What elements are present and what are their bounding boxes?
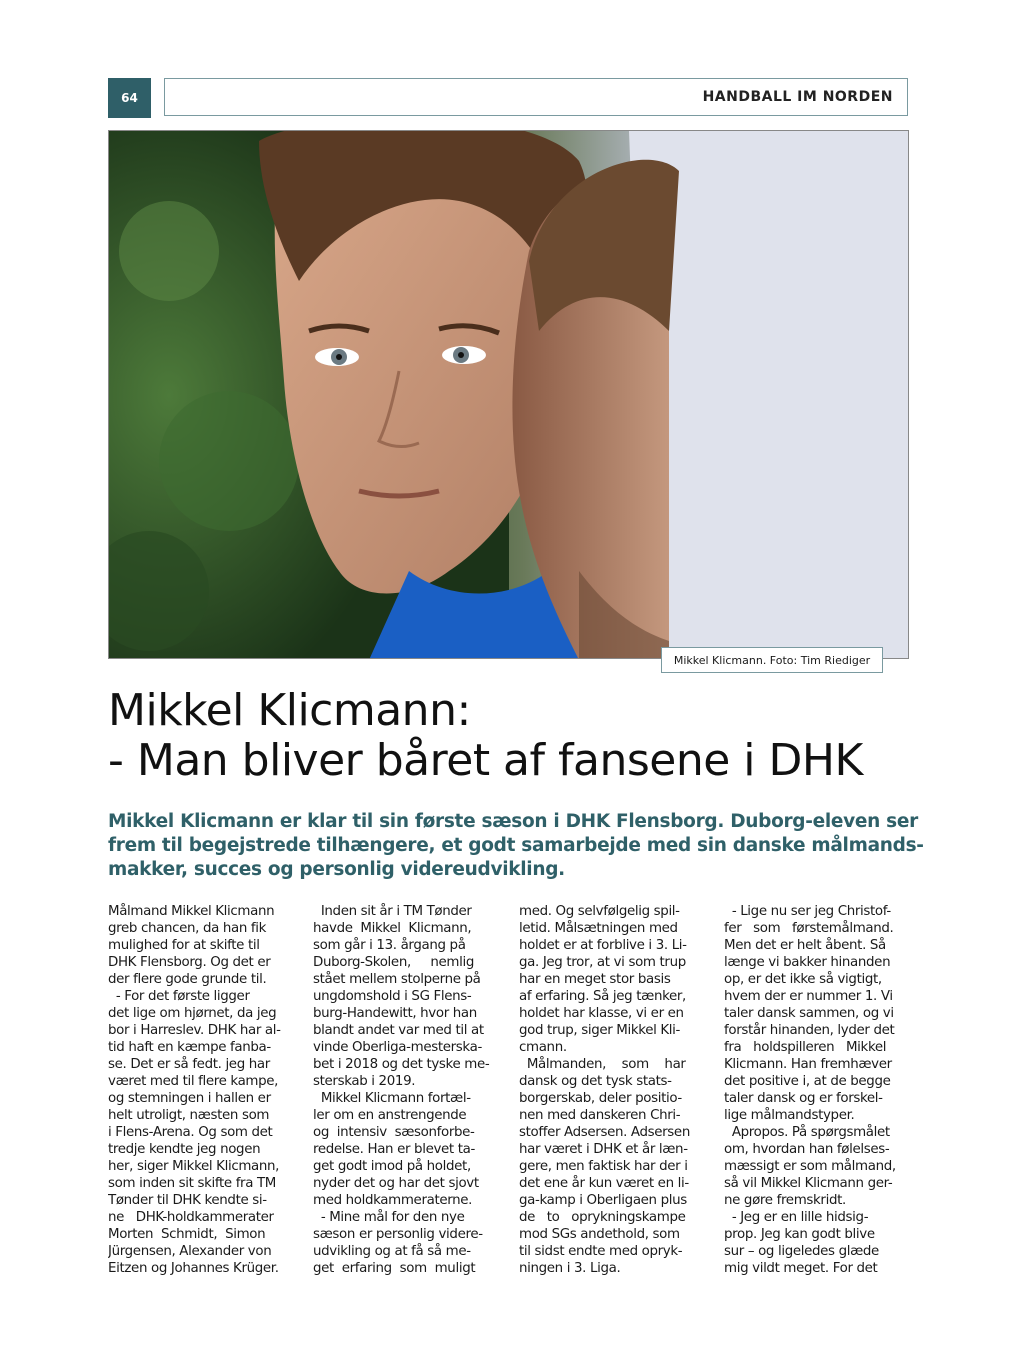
body-text-line: gere, men faktisk har der i [519,1159,688,1174]
body-text-line: Men det er helt åbent. Så [724,938,886,953]
body-text-line: ler om en anstrengende [313,1108,467,1123]
body-text-line: mulighed for at skifte til [108,938,260,953]
body-text-line: ungdomshold i SG Flens- [313,989,472,1004]
body-text-line: mig vildt meget. For det [724,1261,878,1276]
body-text-line: til sidst endte med opryk- [519,1244,683,1259]
body-text-line: taler dansk og er forskel- [724,1091,883,1106]
body-text-line: af erfaring. Så jeg tænker, [519,989,686,1004]
body-text-line: get erfaring som muligt [313,1261,476,1276]
body-text-line: hvem der er nummer 1. Vi [724,989,893,1004]
page-number [108,78,151,118]
body-text-line: Apropos. På spørgsmålet [724,1125,890,1140]
lead-line: makker, succes og personlig videreudvikling. [108,859,565,880]
body-text-line: bor i Harreslev. DHK har al- [108,1023,281,1038]
body-text-line: - Mine mål for den nye [313,1210,465,1225]
body-text-line: get godt imod på holdet, [313,1159,471,1174]
body-text-line: der flere gode grunde til. [108,972,267,987]
body-text-line: ne DHK-holdkammerater [108,1210,274,1225]
body-text-line: ningen i 3. Liga. [519,1261,621,1276]
body-text-line: ga-kamp i Oberligaen plus [519,1193,687,1208]
body-text-line: længe vi bakker hinanden [724,955,891,970]
body-text-line: god trup, siger Mikkel Kli- [519,1023,681,1038]
body-text-line: vinde Oberliga-mesterska- [313,1040,482,1055]
article-lead [108,810,924,882]
body-text-line: Inden sit år i TM Tønder [313,904,472,919]
body-text-line: prop. Jeg kan godt blive [724,1227,875,1242]
body-text-line: havde Mikkel Klicmann, [313,921,472,936]
body-text-line: Tønder til DHK kendte si- [108,1193,267,1208]
photo-caption [661,647,883,673]
body-text-line: som inden sit skifte fra TM [108,1176,277,1191]
body-text-line: tid haft en kæmpe fanba- [108,1040,271,1055]
article-photo [108,130,909,659]
body-text-line: DHK Flensborg. Og det er [108,955,271,970]
body-text-line: burg-Handewitt, hvor han [313,1006,477,1021]
article-headline [108,686,908,786]
body-text-line: - Jeg er en lille hidsig- [724,1210,869,1225]
body-text-line: det lige om hjørnet, da jeg [108,1006,277,1021]
body-text-line: det positive i, at de begge [724,1074,891,1089]
body-text-line: Morten Schmidt, Simon [108,1227,266,1242]
body-text-line: som går i 13. årgang på [313,938,466,953]
body-column-3 [519,903,707,1277]
body-text-line: se. Det er så fedt. jeg har [108,1057,270,1072]
body-text-line: Duborg-Skolen, nemlig [313,955,475,970]
body-text-line: borgerskab, deler positio- [519,1091,682,1106]
body-text-line: nen med danskeren Chri- [519,1108,681,1123]
body-text-line: de to oprykningskampe [519,1210,686,1225]
body-text-line: Målmanden, som har [519,1057,686,1072]
body-text-line: har været i DHK et år læn- [519,1142,688,1157]
body-text-line: holdet er at forblive i 3. Li- [519,938,687,953]
lead-line: frem til begejstrede tilhængere, et godt samarbejde med sin danske målmands- [108,835,924,856]
photo-illustration [109,131,909,659]
body-text-line: Eitzen og Johannes Krüger. [108,1261,279,1276]
body-text-line: ne gøre fremskridt. [724,1193,846,1208]
body-text-line: taler dansk sammen, og vi [724,1006,894,1021]
body-text-line: sterskab i 2019. [313,1074,416,1089]
body-column-1 [108,903,296,1277]
body-text-line: Målmand Mikkel Klicmann [108,904,275,919]
headline-line-2: - Man bliver båret af fansene i DHK [108,735,863,786]
body-text-line: her, siger Mikkel Klicmann, [108,1159,280,1174]
body-text-line: stået mellem stolperne på [313,972,481,987]
body-text-line: i Flens-Arena. Og som det [108,1125,273,1140]
body-text-line: og stemningen i hallen er [108,1091,271,1106]
body-text-line: cmann. [519,1040,567,1055]
body-text-line: letid. Målsætningen med [519,921,678,936]
body-text-line: har en meget stor basis [519,972,671,987]
body-text-line: holdet har klasse, vi er en [519,1006,684,1021]
body-text-line: - Lige nu ser jeg Christof- [724,904,891,919]
body-text-line: været med til flere kampe, [108,1074,279,1089]
body-text-line: bet i 2018 og det tyske me- [313,1057,490,1072]
body-text-line: med holdkammeraterne. [313,1193,473,1208]
body-text-line: sur – og ligeledes glæde [724,1244,879,1259]
body-column-4 [724,903,912,1277]
body-text-line: Mikkel Klicmann fortæl- [313,1091,471,1106]
body-text-line: Klicmann. Han fremhæver [724,1057,892,1072]
lead-line: Mikkel Klicmann er klar til sin første sæson i DHK Flensborg. Duborg-eleven ser [108,811,918,832]
body-text-line: ga. Jeg tror, at vi som trup [519,955,686,970]
photo-caption-text: Mikkel Klicmann. Foto: Tim Riediger [673,653,871,667]
body-text-line: - For det første ligger [108,989,250,1004]
body-text-line: fer som førstemålmand. [724,921,894,936]
body-text-line: helt utroligt, næsten som [108,1108,270,1123]
body-text-line: med. Og selvfølgelig spil- [519,904,680,919]
body-text-line: blandt andet var med til at [313,1023,484,1038]
section-header [164,78,908,116]
body-text-line: lige målmandstyper. [724,1108,855,1123]
body-text-line: mod SGs andethold, som [519,1227,680,1242]
section-title: HANDBALL IM NORDEN [702,89,893,105]
body-text-line: sæson er personlig videre- [313,1227,483,1242]
body-text-line: det ene år kun været en li- [519,1176,689,1191]
body-column-2 [313,903,501,1277]
headline-line-1: Mikkel Klicmann: [108,685,471,736]
body-text-line: mæssigt er som målmand, [724,1159,896,1174]
body-text-line: fra holdspilleren Mikkel [724,1040,887,1055]
body-text-line: nyder det og har det sjovt [313,1176,479,1191]
body-text-line: stoffer Adsersen. Adsersen [519,1125,690,1140]
body-text-line: tredje kendte jeg nogen [108,1142,261,1157]
body-text-line: udvikling og at få så me- [313,1244,471,1259]
page-number-text: 64 [121,91,138,105]
body-text-line: op, er det ikke så vigtigt, [724,972,882,987]
body-text-line: Jürgensen, Alexander von [108,1244,272,1259]
body-text-line: dansk og det tysk stats- [519,1074,672,1089]
body-text-line: og intensiv sæsonforbe- [313,1125,475,1140]
body-text-line: så vil Mikkel Klicmann ger- [724,1176,893,1191]
body-text-line: redelse. Han er blevet ta- [313,1142,475,1157]
body-text-line: om, hvordan han følelses- [724,1142,890,1157]
body-text-line: greb chancen, da han fik [108,921,267,936]
body-text-line: forstår hinanden, lyder det [724,1023,895,1038]
